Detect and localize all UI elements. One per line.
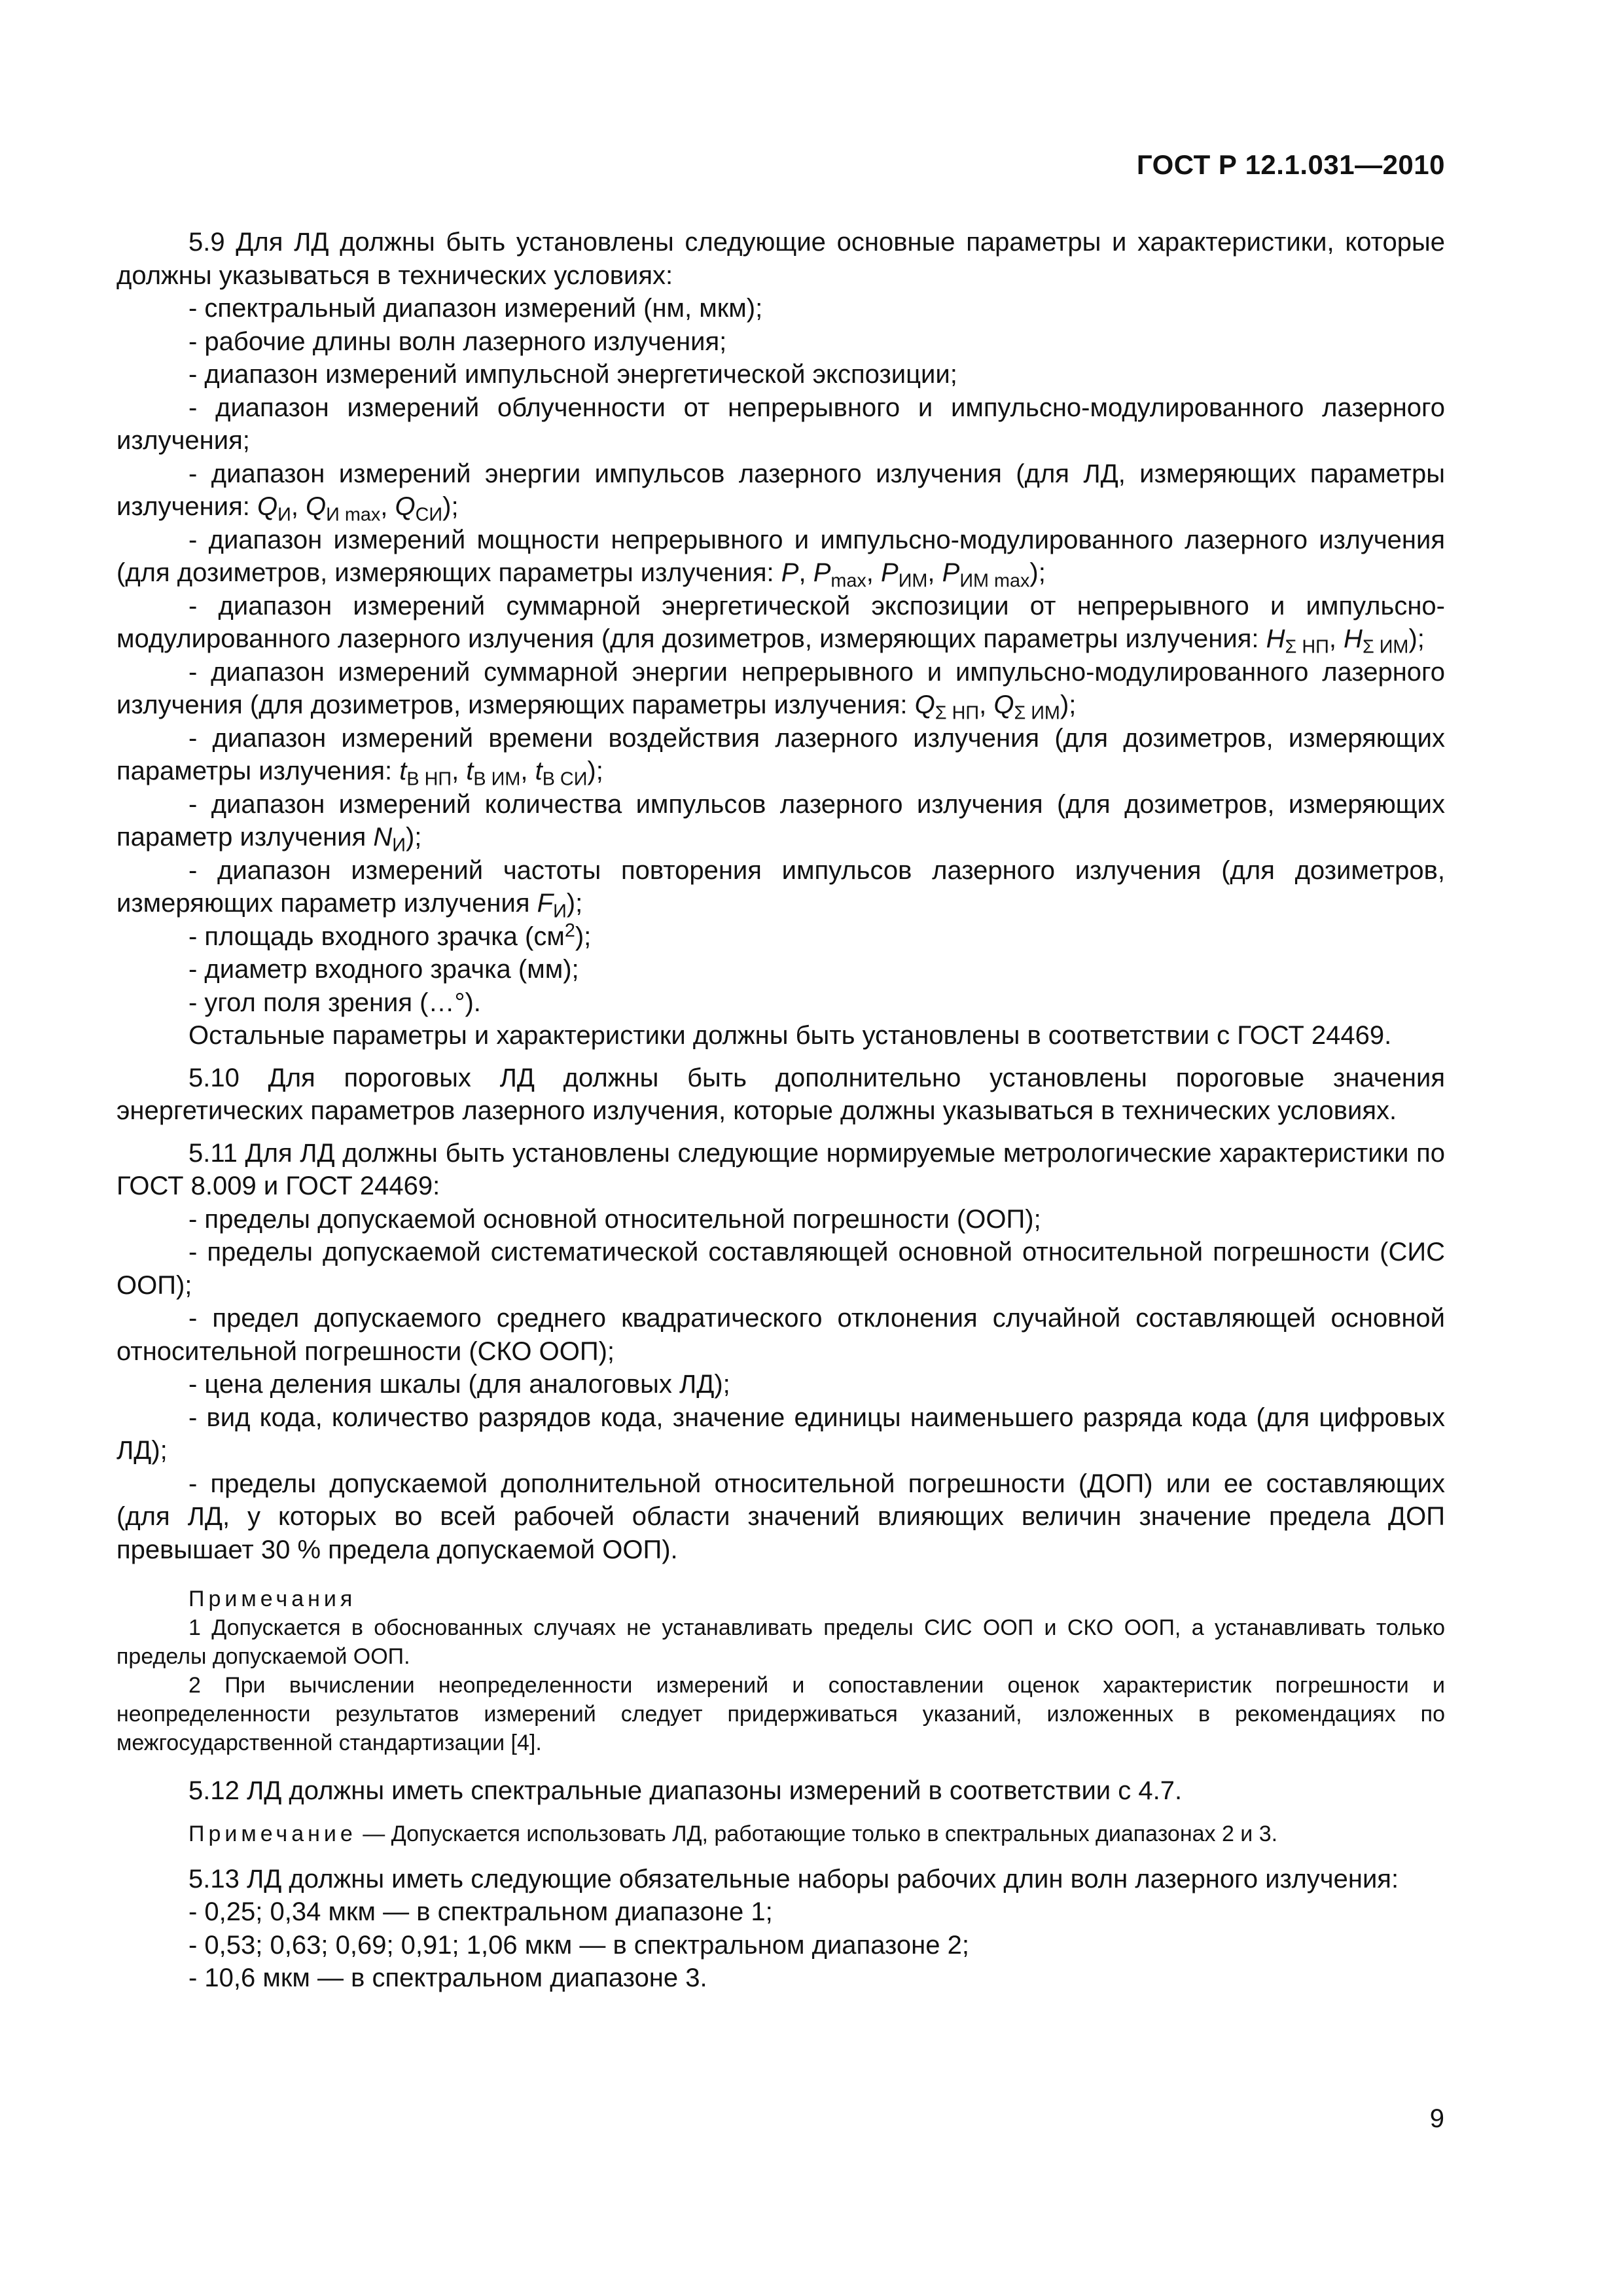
sec-5-13-intro: 5.13 ЛД должны иметь следующие обязательные наборы рабочих длин волн лазерного излучения:: [188, 1864, 1399, 1893]
list-item: [116, 590, 1445, 656]
separator: ,: [927, 558, 942, 587]
sec-5-9-closing: Остальные параметры и характеристики должны быть установлены в соответствии с ГОСТ 24469.: [188, 1021, 1392, 1050]
separator: );: [405, 823, 422, 852]
subscript: В НП: [406, 768, 452, 790]
sec-5-12: 5.12 ЛД должны иметь спектральные диапазоны измерений в соответствии с 4.7.: [188, 1776, 1183, 1805]
symbol: Q: [914, 691, 935, 719]
symbol: Q: [306, 492, 327, 521]
note-label: Примечание: [188, 1821, 357, 1846]
list-item: [116, 457, 1445, 524]
sec-5-12-note: [116, 1820, 1445, 1848]
notes-block: [116, 1585, 1445, 1757]
list-item: [116, 722, 1445, 788]
note-1: 1 Допускается в обоснованных случаях не устанавливать пределы СИС ООП и СКО ООП, а устанавливать только пределы допускаемой ООП.: [116, 1615, 1445, 1669]
separator: ,: [520, 757, 535, 785]
symbol: F: [537, 889, 554, 918]
symbol: N: [373, 823, 393, 852]
symbol: P: [813, 558, 831, 587]
separator: );: [575, 922, 592, 951]
symbol: t: [466, 757, 474, 785]
page-body: [116, 226, 1445, 1995]
list-item: - угол поля зрения (…°).: [188, 988, 481, 1017]
subscript: Σ НП: [935, 702, 980, 724]
list-item: - предел допускаемого среднего квадратического отклонения случайной составляющей основной относительной погрешности (СКО ООП);: [116, 1304, 1445, 1366]
item-text: - диапазон измерений суммарной энергии непрерывного и импульсно-модулированного лазерного излучения (для дозиметров, измеряющих параметры излучения:: [116, 657, 1445, 719]
separator: );: [587, 757, 603, 785]
page-number: 9: [1429, 2104, 1444, 2133]
symbol: P: [942, 558, 960, 587]
separator: );: [442, 492, 459, 521]
note-2: 2 При вычислении неопределенности измерений и сопоставлении оценок характеристик погрешности и неопределенности результатов измерений следует придерживаться указаний, изложенных в рекомендациях по межгосударственной стандартизации [4].: [116, 1673, 1445, 1755]
sec-5-11-intro: 5.11 Для ЛД должны быть установлены следующие нормируемые метрологические характеристики по ГОСТ 8.009 и ГОСТ 24469:: [116, 1138, 1445, 1200]
list-item: - спектральный диапазон измерений (нм, мкм);: [188, 294, 763, 323]
item-text: - площадь входного зрачка (см: [188, 922, 565, 951]
item-text: - диапазон измерений частоты повторения импульсов лазерного излучения (для дозиметров, измеряющих параметр излучения: [116, 855, 1445, 918]
separator: ,: [380, 492, 395, 521]
list-item: - вид кода, количество разрядов кода, значение единицы наименьшего разряда кода (для цифровых ЛД);: [116, 1403, 1445, 1465]
document-code: ГОСТ Р 12.1.031—2010: [1136, 149, 1445, 180]
separator: ,: [798, 558, 813, 587]
subscript: В ИМ: [473, 768, 521, 790]
subscript: СИ: [415, 504, 443, 526]
subscript: ИМ max: [959, 570, 1030, 592]
sec-5-9-intro: 5.9 Для ЛД должны быть установлены следующие основные параметры и характеристики, которые должны указываться в технических условиях:: [116, 228, 1445, 290]
list-item: - пределы допускаемой систематической составляющей основной относительной погрешности (СИС ООП);: [116, 1238, 1445, 1300]
list-item: - диаметр входного зрачка (мм);: [188, 955, 579, 984]
list-item: - 0,53; 0,63; 0,69; 0,91; 1,06 мкм — в спектральном диапазоне 2;: [188, 1930, 969, 1960]
notes-title: Примечания: [188, 1587, 357, 1611]
separator: ,: [866, 558, 882, 587]
list-item: - 10,6 мкм — в спектральном диапазоне 3.: [188, 1964, 707, 1992]
note-text: — Допускается использовать ЛД, работающие только в спектральных диапазонах 2 и 3.: [356, 1821, 1278, 1846]
subscript: Σ НП: [1285, 636, 1329, 658]
symbol: P: [881, 558, 899, 587]
symbol: H: [1344, 624, 1363, 653]
subscript: Σ ИМ: [1014, 702, 1060, 724]
separator: ,: [979, 691, 994, 719]
symbol: Q: [993, 691, 1014, 719]
subscript: ИМ: [898, 570, 928, 592]
list-item: - 0,25; 0,34 мкм — в спектральном диапазоне 1;: [188, 1897, 773, 1926]
symbol: H: [1266, 624, 1285, 653]
item-text: - диапазон измерений энергии импульсов лазерного излучения (для ЛД, измеряющих параметры излучения:: [116, 459, 1445, 521]
list-item: - рабочие длины волн лазерного излучения;: [188, 327, 727, 356]
subscript: И: [392, 834, 406, 856]
item-text: - диапазон измерений суммарной энергетической экспозиции от непрерывного и импульсно-модулированного лазерного излучения (для дозиметров, измеряющих параметры излучения:: [116, 591, 1445, 653]
symbol: t: [399, 757, 407, 785]
separator: );: [1408, 624, 1425, 653]
symbol: Q: [257, 492, 278, 521]
subscript: В СИ: [542, 768, 588, 790]
symbol: t: [535, 757, 543, 785]
symbol: P: [781, 558, 799, 587]
list-item: [116, 854, 1445, 920]
superscript: 2: [564, 920, 575, 941]
subscript: max: [830, 570, 866, 592]
separator: ,: [1329, 624, 1344, 653]
list-item: - цена деления шкалы (для аналоговых ЛД);: [188, 1370, 730, 1399]
separator: );: [1029, 558, 1046, 587]
separator: ,: [452, 757, 467, 785]
symbol: Q: [395, 492, 416, 521]
list-item: [116, 524, 1445, 590]
subscript: И: [277, 504, 291, 526]
sec-5-10: 5.10 Для пороговых ЛД должны быть дополнительно установлены пороговые значения энергетических параметров лазерного излучения, которые должны указываться в технических условиях.: [116, 1063, 1445, 1125]
list-item: - диапазон измерений импульсной энергетической экспозиции;: [188, 360, 957, 389]
separator: ,: [291, 492, 306, 521]
item-text: - диапазон измерений времени воздействия лазерного излучения (для дозиметров, измеряющих параметры излучения:: [116, 723, 1445, 785]
item-text: - диапазон измерений мощности непрерывного и импульсно-модулированного лазерного излучения (для дозиметров, измеряющих параметры излучения:: [116, 525, 1445, 587]
subscript: И: [553, 901, 567, 922]
subscript: Σ ИМ: [1362, 636, 1409, 658]
subscript: И max: [326, 504, 381, 526]
list-item: [116, 920, 1445, 954]
item-text: - диапазон измерений количества импульсов лазерного излучения (для дозиметров, измеряющих параметр излучения: [116, 789, 1445, 852]
separator: );: [566, 889, 583, 918]
list-item: [116, 656, 1445, 722]
list-item: - пределы допускаемой основной относительной погрешности (ООП);: [188, 1204, 1041, 1234]
list-item: - диапазон измерений облученности от непрерывного и импульсно-модулированного лазерного излучения;: [116, 393, 1445, 455]
list-item: - пределы допускаемой дополнительной относительной погрешности (ДОП) или ее составляющих (для ЛД, у которых во всей рабочей области значений влияющих величин значение предела ДОП превышает 30 % предела допускаемой ООП).: [116, 1469, 1445, 1564]
separator: );: [1060, 691, 1077, 719]
list-item: [116, 788, 1445, 854]
